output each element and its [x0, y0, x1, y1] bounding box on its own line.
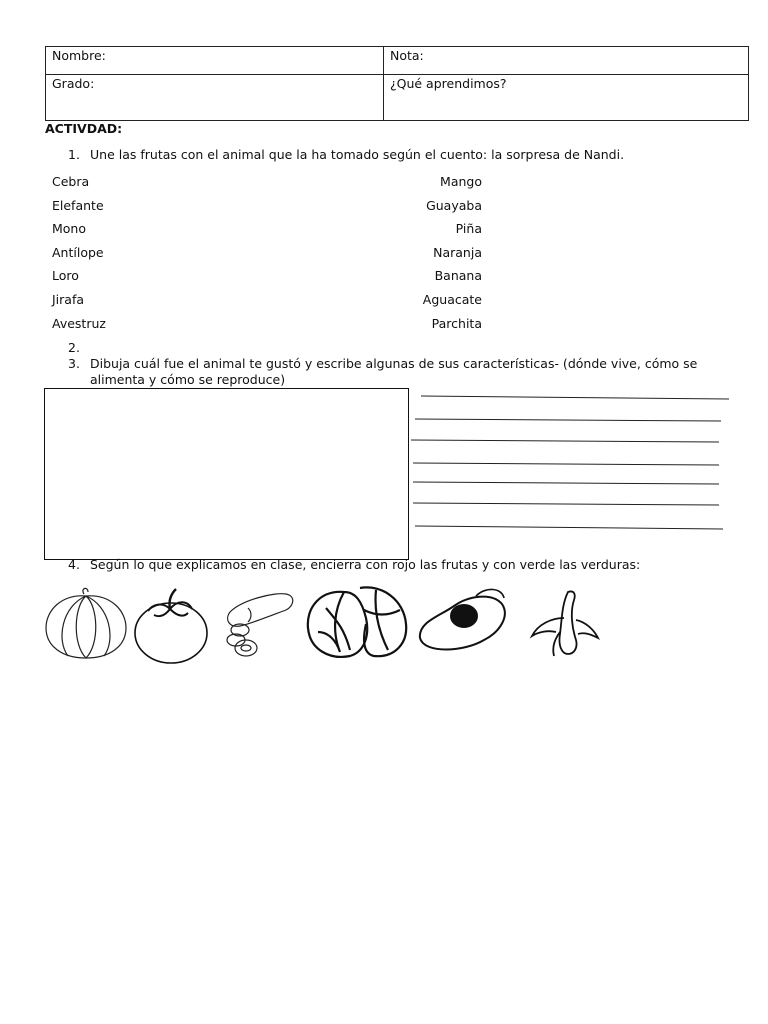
item3-text-line2: alimenta y cómo se reproduce)	[90, 372, 286, 387]
fruit-item: Naranja	[433, 245, 482, 260]
tomato-icon[interactable]	[132, 587, 210, 665]
fruit-item: Piña	[455, 221, 482, 236]
cucumber-icon[interactable]	[222, 590, 296, 660]
writing-line	[413, 503, 719, 505]
banana-icon[interactable]	[528, 588, 600, 660]
nombre-cell[interactable]	[45, 46, 384, 75]
animal-item: Avestruz	[52, 316, 106, 331]
item1-text: Une las frutas con el animal que la ha tomado según el cuento: la sorpresa de Nandi.	[90, 147, 625, 162]
animal-item: Cebra	[52, 174, 90, 189]
cabbage-icon[interactable]	[304, 580, 410, 662]
item4-text: Según lo que explicamos en clase, encierra con rojo las frutas y con verde las verduras:	[90, 557, 641, 572]
item4-number: 4.	[68, 557, 80, 572]
nombre-label: Nombre:	[52, 48, 106, 63]
fruit-item: Parchita	[431, 316, 482, 331]
animal-item: Mono	[52, 221, 87, 236]
item2-number: 2.	[68, 340, 80, 355]
fruit-item: Banana	[434, 268, 482, 283]
drawing-box[interactable]	[44, 388, 409, 560]
fruit-item: Guayaba	[426, 198, 482, 213]
writing-line	[421, 396, 729, 399]
animal-item: Loro	[52, 268, 79, 283]
animal-item: Antílope	[52, 245, 104, 260]
writing-line	[413, 463, 719, 465]
item1-number: 1.	[68, 147, 80, 162]
writing-line	[413, 482, 719, 484]
writing-lines	[405, 390, 735, 535]
grado-label: Grado:	[52, 76, 95, 91]
fruit-item: Aguacate	[422, 292, 482, 307]
aprendimos-label: ¿Qué aprendimos?	[390, 76, 507, 91]
pumpkin-icon[interactable]	[44, 584, 128, 660]
avocado-icon[interactable]	[416, 586, 508, 654]
writing-line	[415, 419, 721, 421]
nota-cell[interactable]	[383, 46, 749, 75]
writing-line	[415, 526, 723, 529]
activity-title: ACTIVDAD:	[45, 121, 123, 136]
item3-text-line1: Dibuja cuál fue el animal te gustó y escribe algunas de sus características- (dónde vive, cómo se	[90, 356, 698, 371]
item3-number: 3.	[68, 356, 80, 371]
aprendimos-cell[interactable]	[383, 74, 749, 121]
nota-label: Nota:	[390, 48, 424, 63]
animal-item: Jirafa	[52, 292, 85, 307]
grado-cell[interactable]	[45, 74, 384, 121]
fruit-item: Mango	[440, 174, 482, 189]
animal-item: Elefante	[52, 198, 104, 213]
writing-line	[411, 440, 719, 442]
